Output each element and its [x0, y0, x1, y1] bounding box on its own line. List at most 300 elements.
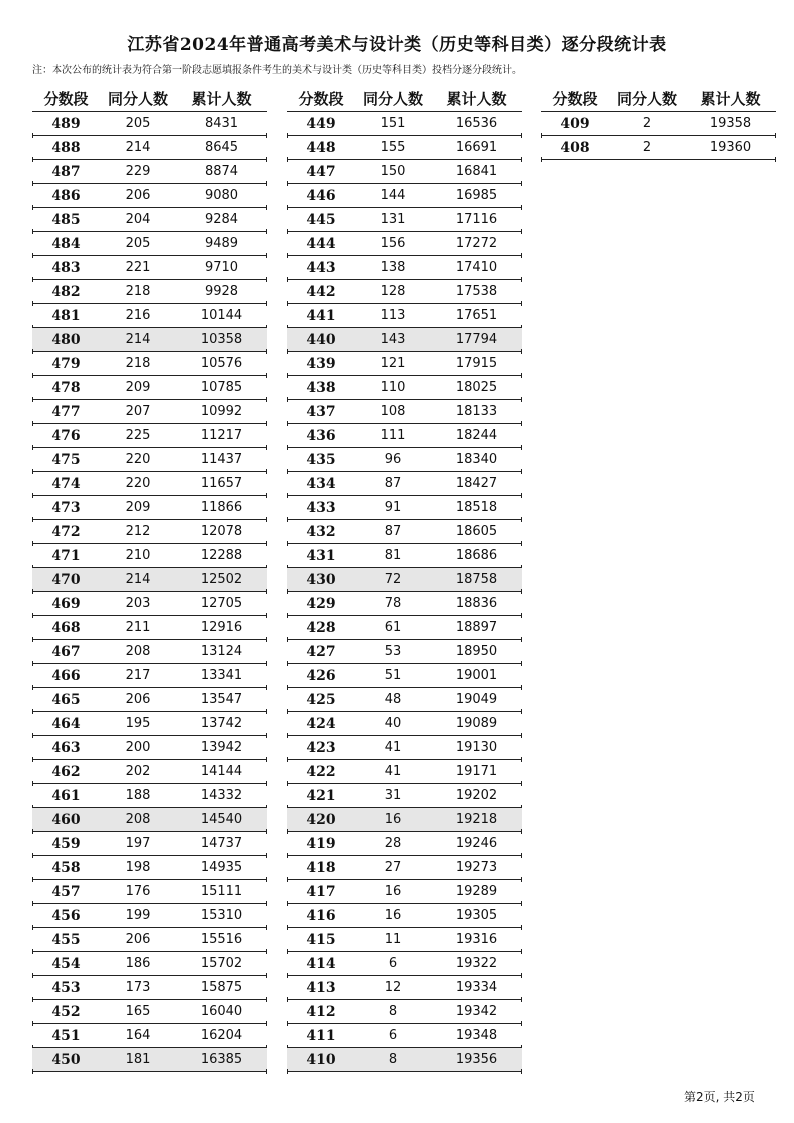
cumulative-count-cell: 10144 [200, 308, 243, 323]
score-cell: 425 [306, 691, 336, 708]
cumulative-count-cell: 12916 [200, 620, 243, 635]
score-cell: 473 [51, 499, 81, 516]
table-row [32, 832, 267, 856]
header-score: 分数段 [552, 89, 598, 108]
cumulative-count-cell: 19001 [455, 668, 498, 683]
table-row [287, 736, 522, 760]
same-count-cell: 216 [125, 308, 151, 323]
score-cell: 479 [51, 355, 81, 372]
score-cell: 465 [51, 691, 81, 708]
cumulative-count-cell: 17410 [455, 260, 498, 275]
table-row [32, 136, 267, 160]
table-row [32, 664, 267, 688]
cumulative-count-cell: 17651 [455, 308, 498, 323]
cumulative-count-cell: 19342 [455, 1004, 498, 1019]
table-row [32, 352, 267, 376]
score-cell: 432 [306, 523, 336, 540]
table-row [32, 808, 267, 832]
cumulative-count-cell: 9284 [204, 212, 239, 227]
table-row [32, 1000, 267, 1024]
score-cell: 448 [306, 139, 336, 156]
score-cell: 447 [306, 163, 336, 180]
table-row [287, 184, 522, 208]
cumulative-count-cell: 18758 [455, 572, 498, 587]
score-cell: 442 [306, 283, 336, 300]
table-row [32, 952, 267, 976]
table-row [287, 400, 522, 424]
same-count-cell: 81 [384, 548, 402, 563]
cumulative-count-cell: 11437 [200, 452, 243, 467]
same-count-cell: 11 [384, 932, 402, 947]
table-row [287, 928, 522, 952]
score-cell: 428 [306, 619, 336, 636]
cumulative-count-cell: 18686 [455, 548, 498, 563]
table-row [287, 952, 522, 976]
cumulative-count-cell: 12502 [200, 572, 243, 587]
page-title: 江苏省2024年普通高考美术与设计类（历史等科目类）逐分段统计表 [127, 35, 667, 55]
score-cell: 476 [51, 427, 81, 444]
score-cell: 469 [51, 595, 81, 612]
score-cell: 418 [306, 859, 336, 876]
table-row [287, 448, 522, 472]
cumulative-count-cell: 11657 [200, 476, 243, 491]
same-count-cell: 12 [384, 980, 402, 995]
table-row [32, 736, 267, 760]
cumulative-count-cell: 16536 [455, 116, 498, 131]
table-row [287, 784, 522, 808]
cumulative-count-cell: 19171 [455, 764, 498, 779]
same-count-cell: 211 [125, 620, 151, 635]
same-count-cell: 27 [384, 860, 402, 875]
cumulative-count-cell: 18133 [455, 404, 498, 419]
cumulative-count-cell: 19358 [709, 116, 752, 131]
same-count-cell: 208 [125, 812, 151, 827]
cumulative-count-cell: 19348 [455, 1028, 498, 1043]
same-count-cell: 87 [384, 476, 402, 491]
table-row [287, 208, 522, 232]
table-row [287, 760, 522, 784]
score-cell: 413 [306, 979, 336, 996]
table-row [287, 712, 522, 736]
cumulative-count-cell: 9489 [204, 236, 239, 251]
table-row [287, 352, 522, 376]
same-count-cell: 110 [380, 380, 406, 395]
table-row [287, 856, 522, 880]
same-count-cell: 28 [384, 836, 402, 851]
cumulative-count-cell: 19089 [455, 716, 498, 731]
table-row [287, 544, 522, 568]
table-row [287, 568, 522, 592]
same-count-cell: 31 [384, 788, 402, 803]
header-cumulative-count: 累计人数 [700, 89, 761, 108]
table-note: 注：本次公布的统计表为符合第一阶段志愿填报条件考生的美术与设计类（历史等科目类）投档分逐分段统计。 [32, 65, 522, 76]
table-header [32, 85, 267, 111]
cumulative-count-cell: 14935 [200, 860, 243, 875]
cumulative-count-cell: 15310 [200, 908, 243, 923]
same-count-cell: 214 [125, 332, 151, 347]
table-row [32, 856, 267, 880]
same-count-cell: 150 [380, 164, 406, 179]
cumulative-count-cell: 16204 [200, 1028, 243, 1043]
table-row [287, 472, 522, 496]
same-count-cell: 16 [384, 812, 402, 827]
same-count-cell: 199 [125, 908, 151, 923]
same-count-cell: 209 [125, 500, 151, 515]
score-cell: 436 [306, 427, 336, 444]
score-cell: 438 [306, 379, 336, 396]
table-row [32, 880, 267, 904]
score-cell: 408 [560, 139, 590, 156]
same-count-cell: 198 [125, 860, 151, 875]
same-count-cell: 91 [384, 500, 402, 515]
cumulative-count-cell: 19360 [709, 140, 752, 155]
cumulative-count-cell: 19130 [455, 740, 498, 755]
same-count-cell: 8 [388, 1004, 398, 1019]
same-count-cell: 16 [384, 908, 402, 923]
same-count-cell: 217 [125, 668, 151, 683]
score-cell: 480 [51, 331, 81, 348]
same-count-cell: 200 [125, 740, 151, 755]
score-cell: 474 [51, 475, 81, 492]
same-count-cell: 210 [125, 548, 151, 563]
cumulative-count-cell: 16841 [455, 164, 498, 179]
cumulative-count-cell: 18427 [455, 476, 498, 491]
table-row [287, 688, 522, 712]
same-count-cell: 176 [125, 884, 151, 899]
table-row [32, 1048, 267, 1072]
same-count-cell: 202 [125, 764, 151, 779]
cumulative-count-cell: 11866 [200, 500, 243, 515]
table-row [287, 256, 522, 280]
score-cell: 464 [51, 715, 81, 732]
same-count-cell: 221 [125, 260, 151, 275]
cumulative-count-cell: 15111 [200, 884, 243, 899]
score-cell: 420 [306, 811, 336, 828]
score-cell: 471 [51, 547, 81, 564]
score-cell: 485 [51, 211, 81, 228]
table-row [32, 328, 267, 352]
table-row [32, 760, 267, 784]
score-cell: 457 [51, 883, 81, 900]
cumulative-count-cell: 19356 [455, 1052, 498, 1067]
same-count-cell: 205 [125, 116, 151, 131]
table-row [32, 784, 267, 808]
cumulative-count-cell: 9928 [204, 284, 239, 299]
table-row [32, 208, 267, 232]
score-cell: 409 [560, 115, 590, 132]
cumulative-count-cell: 17272 [455, 236, 498, 251]
cumulative-count-cell: 18836 [455, 596, 498, 611]
table-row [287, 424, 522, 448]
score-cell: 455 [51, 931, 81, 948]
score-cell: 488 [51, 139, 81, 156]
score-cell: 451 [51, 1027, 81, 1044]
same-count-cell: 155 [380, 140, 406, 155]
score-cell: 477 [51, 403, 81, 420]
same-count-cell: 6 [388, 1028, 398, 1043]
table-row [287, 1048, 522, 1072]
cumulative-count-cell: 12705 [200, 596, 243, 611]
table-row [32, 472, 267, 496]
page-number: 第2页, 共2页 [684, 1090, 755, 1104]
table-row [287, 328, 522, 352]
table-row [287, 160, 522, 184]
table-row [287, 376, 522, 400]
table-row [32, 232, 267, 256]
table-row [32, 712, 267, 736]
header-same-count: 同分人数 [362, 89, 423, 108]
cumulative-count-cell: 13341 [200, 668, 243, 683]
same-count-cell: 2 [642, 140, 652, 155]
cumulative-count-cell: 17538 [455, 284, 498, 299]
header-score: 分数段 [43, 89, 89, 108]
table-row [32, 111, 267, 136]
score-cell: 460 [51, 811, 81, 828]
same-count-cell: 61 [384, 620, 402, 635]
header-same-count: 同分人数 [616, 89, 677, 108]
table-row [287, 304, 522, 328]
same-count-cell: 207 [125, 404, 151, 419]
score-cell: 467 [51, 643, 81, 660]
table-row [287, 592, 522, 616]
same-count-cell: 181 [125, 1052, 151, 1067]
score-cell: 482 [51, 283, 81, 300]
table-row [32, 256, 267, 280]
same-count-cell: 206 [125, 692, 151, 707]
score-cell: 421 [306, 787, 336, 804]
cumulative-count-cell: 19273 [455, 860, 498, 875]
same-count-cell: 108 [380, 404, 406, 419]
cumulative-count-cell: 18605 [455, 524, 498, 539]
score-cell: 419 [306, 835, 336, 852]
same-count-cell: 41 [384, 764, 402, 779]
cumulative-count-cell: 15875 [200, 980, 243, 995]
same-count-cell: 204 [125, 212, 151, 227]
cumulative-count-cell: 18518 [455, 500, 498, 515]
table-row [287, 111, 522, 136]
score-cell: 422 [306, 763, 336, 780]
score-cell: 433 [306, 499, 336, 516]
same-count-cell: 111 [380, 428, 406, 443]
same-count-cell: 203 [125, 596, 151, 611]
table-row [32, 976, 267, 1000]
same-count-cell: 143 [380, 332, 406, 347]
score-cell: 440 [306, 331, 336, 348]
same-count-cell: 128 [380, 284, 406, 299]
header-score: 分数段 [298, 89, 344, 108]
score-cell: 412 [306, 1003, 336, 1020]
table-row [32, 1024, 267, 1048]
same-count-cell: 164 [125, 1028, 151, 1043]
cumulative-count-cell: 18244 [455, 428, 498, 443]
cumulative-count-cell: 17915 [455, 356, 498, 371]
table-row [287, 832, 522, 856]
table-header [287, 85, 522, 111]
same-count-cell: 2 [642, 116, 652, 131]
same-count-cell: 229 [125, 164, 151, 179]
same-count-cell: 218 [125, 284, 151, 299]
score-cell: 483 [51, 259, 81, 276]
cumulative-count-cell: 16691 [455, 140, 498, 155]
score-cell: 487 [51, 163, 81, 180]
same-count-cell: 41 [384, 740, 402, 755]
score-cell: 415 [306, 931, 336, 948]
table-row [287, 640, 522, 664]
cumulative-count-cell: 18025 [455, 380, 498, 395]
cumulative-count-cell: 13942 [200, 740, 243, 755]
cumulative-count-cell: 19305 [455, 908, 498, 923]
score-cell: 411 [306, 1027, 336, 1044]
table-row [541, 136, 776, 160]
score-cell: 424 [306, 715, 336, 732]
score-cell: 417 [306, 883, 336, 900]
score-cell: 470 [51, 571, 81, 588]
score-cell: 450 [51, 1051, 81, 1068]
score-cell: 489 [51, 115, 81, 132]
same-count-cell: 218 [125, 356, 151, 371]
table-row [32, 280, 267, 304]
cumulative-count-cell: 9080 [204, 188, 239, 203]
score-cell: 486 [51, 187, 81, 204]
same-count-cell: 188 [125, 788, 151, 803]
table-row [32, 640, 267, 664]
score-cell: 458 [51, 859, 81, 876]
same-count-cell: 173 [125, 980, 151, 995]
same-count-cell: 40 [384, 716, 402, 731]
score-cell: 430 [306, 571, 336, 588]
same-count-cell: 121 [380, 356, 406, 371]
cumulative-count-cell: 17116 [455, 212, 498, 227]
table-row [287, 1024, 522, 1048]
same-count-cell: 8 [388, 1052, 398, 1067]
cumulative-count-cell: 8874 [204, 164, 239, 179]
cumulative-count-cell: 12288 [200, 548, 243, 563]
table-row [287, 136, 522, 160]
cumulative-count-cell: 16385 [200, 1052, 243, 1067]
score-cell: 456 [51, 907, 81, 924]
score-cell: 423 [306, 739, 336, 756]
table-row [32, 592, 267, 616]
score-cell: 452 [51, 1003, 81, 1020]
same-count-cell: 72 [384, 572, 402, 587]
score-cell: 454 [51, 955, 81, 972]
cumulative-count-cell: 14540 [200, 812, 243, 827]
table-row [32, 616, 267, 640]
same-count-cell: 214 [125, 140, 151, 155]
table-header [541, 85, 776, 111]
same-count-cell: 131 [380, 212, 406, 227]
same-count-cell: 212 [125, 524, 151, 539]
score-cell: 416 [306, 907, 336, 924]
table-row [541, 111, 776, 136]
score-cell: 484 [51, 235, 81, 252]
table-row [32, 304, 267, 328]
score-cell: 449 [306, 115, 336, 132]
same-count-cell: 186 [125, 956, 151, 971]
score-table-column-3 [541, 85, 776, 160]
same-count-cell: 138 [380, 260, 406, 275]
score-cell: 427 [306, 643, 336, 660]
header-cumulative-count: 累计人数 [446, 89, 507, 108]
table-row [32, 928, 267, 952]
cumulative-count-cell: 10992 [200, 404, 243, 419]
header-same-count: 同分人数 [107, 89, 168, 108]
table-row [32, 448, 267, 472]
cumulative-count-cell: 18950 [455, 644, 498, 659]
score-cell: 462 [51, 763, 81, 780]
same-count-cell: 220 [125, 452, 151, 467]
score-cell: 439 [306, 355, 336, 372]
cumulative-count-cell: 17794 [455, 332, 498, 347]
table-row [32, 400, 267, 424]
score-table-column-1 [32, 85, 267, 1072]
cumulative-count-cell: 19289 [455, 884, 498, 899]
table-row [287, 232, 522, 256]
same-count-cell: 96 [384, 452, 402, 467]
table-row [32, 904, 267, 928]
cumulative-count-cell: 15516 [200, 932, 243, 947]
same-count-cell: 16 [384, 884, 402, 899]
cumulative-count-cell: 10358 [200, 332, 243, 347]
cumulative-count-cell: 16040 [200, 1004, 243, 1019]
header-cumulative-count: 累计人数 [191, 89, 252, 108]
score-cell: 459 [51, 835, 81, 852]
score-cell: 466 [51, 667, 81, 684]
same-count-cell: 6 [388, 956, 398, 971]
score-cell: 481 [51, 307, 81, 324]
score-table-column-2 [287, 85, 522, 1072]
score-cell: 410 [306, 1051, 336, 1068]
cumulative-count-cell: 14144 [200, 764, 243, 779]
cumulative-count-cell: 10785 [200, 380, 243, 395]
score-cell: 461 [51, 787, 81, 804]
cumulative-count-cell: 14737 [200, 836, 243, 851]
score-cell: 435 [306, 451, 336, 468]
cumulative-count-cell: 18897 [455, 620, 498, 635]
same-count-cell: 151 [380, 116, 406, 131]
cumulative-count-cell: 9710 [204, 260, 239, 275]
same-count-cell: 113 [380, 308, 406, 323]
cumulative-count-cell: 13547 [200, 692, 243, 707]
score-cell: 475 [51, 451, 81, 468]
same-count-cell: 208 [125, 644, 151, 659]
cumulative-count-cell: 19246 [455, 836, 498, 851]
score-cell: 434 [306, 475, 336, 492]
table-row [287, 976, 522, 1000]
score-cell: 453 [51, 979, 81, 996]
cumulative-count-cell: 16985 [455, 188, 498, 203]
same-count-cell: 53 [384, 644, 402, 659]
same-count-cell: 206 [125, 932, 151, 947]
cumulative-count-cell: 19218 [455, 812, 498, 827]
table-row [32, 376, 267, 400]
same-count-cell: 205 [125, 236, 151, 251]
cumulative-count-cell: 12078 [200, 524, 243, 539]
table-row [32, 496, 267, 520]
same-count-cell: 51 [384, 668, 402, 683]
same-count-cell: 197 [125, 836, 151, 851]
same-count-cell: 209 [125, 380, 151, 395]
score-cell: 414 [306, 955, 336, 972]
cumulative-count-cell: 15702 [200, 956, 243, 971]
same-count-cell: 48 [384, 692, 402, 707]
score-cell: 426 [306, 667, 336, 684]
table-row [287, 664, 522, 688]
score-cell: 437 [306, 403, 336, 420]
table-row [287, 496, 522, 520]
cumulative-count-cell: 19049 [455, 692, 498, 707]
cumulative-count-cell: 14332 [200, 788, 243, 803]
